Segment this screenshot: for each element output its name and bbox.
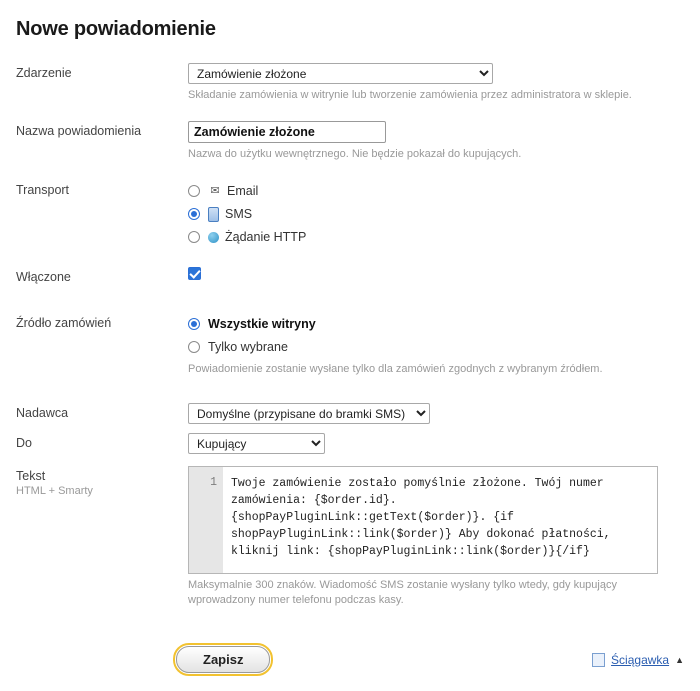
transport-email-label: Email [227,184,259,198]
text-hint: Maksymalnie 300 znaków. Wiadomość SMS zostanie wysłany tylko wtedy, gdy kupujący wprowadzony numer telefonu podczas kasy. [188,579,617,606]
text-field-col [188,466,684,608]
radio-all-sites[interactable] [188,318,200,330]
page-title: Nowe powiadomienie [16,18,216,40]
field-row-to [16,433,684,454]
source-option-all[interactable] [188,313,684,335]
transport-field-col [188,180,684,249]
field-row-event [16,63,684,103]
source-selected-label: Tylko wybrane [208,340,288,354]
name-label: Nazwa powiadomienia [16,124,142,138]
source-label: Źródło zamówień [16,316,112,330]
field-row-transport [16,180,684,249]
form-footer [16,646,684,673]
editor-line-numbers: 1 [189,467,223,573]
editor-content[interactable]: Twoje zamówienie zostało pomyślnie złożone. Twój numer zamówienia: {$order.id}. {shopPayPluginLink::getText($order)}. {if shopPayPluginLink::link($order)} Aby dokonać płatności, kliknij link: {shopPayPluginLink::link($order)}{/if} [231,477,618,558]
spacer-5 [16,377,684,403]
chevron-up-icon[interactable]: ▲ [675,654,684,665]
radio-selected-only[interactable] [188,341,200,353]
field-row-enabled [16,267,684,285]
cheatsheet-icon [592,653,605,667]
radio-http[interactable] [188,231,200,243]
notification-name-input[interactable] [188,121,386,143]
spacer-1 [16,103,684,121]
spacer-4 [16,285,684,313]
spacer-7 [16,454,684,466]
to-label: Do [16,436,32,450]
event-hint: Składanie zamówienia w witrynie lub tworzenie zamówienia przez administratora w sklepie. [188,89,632,101]
transport-sms-label: SMS [225,207,253,221]
enabled-label: Włączone [16,270,71,284]
event-field-col [188,63,684,103]
enabled-label-col [16,267,188,285]
recipient-select[interactable] [188,433,325,454]
spacer-2 [16,162,684,180]
transport-label: Transport [16,183,70,197]
radio-email[interactable] [188,185,200,197]
field-row-name [16,121,684,162]
source-all-label: Wszystkie witryny [208,317,316,331]
text-label-col [16,466,188,498]
cheatsheet-label[interactable]: Ściągawka [611,652,670,667]
spacer-6 [16,424,684,433]
http-icon [208,232,219,243]
source-hint: Powiadomienie zostanie wysłane tylko dla zamówień zgodnych z wybranym źródłem. [188,363,603,375]
sender-label: Nadawca [16,406,69,420]
name-hint: Nazwa do użytku wewnętrznego. Nie będzie pokazał do kupujących. [188,148,522,160]
transport-option-email[interactable] [188,180,684,202]
transport-option-sms[interactable] [188,203,684,225]
enabled-field-col [188,267,684,283]
sender-select[interactable] [188,403,430,424]
spacer-3 [16,249,684,267]
name-field-col [188,121,684,162]
sms-icon [208,207,219,222]
save-button[interactable]: Zapisz [176,646,270,673]
radio-sms[interactable] [188,208,200,220]
transport-label-col [16,180,188,198]
email-icon: ✉ [210,185,220,197]
to-label-col [16,433,188,451]
event-label: Zdarzenie [16,66,72,80]
to-field-col [188,433,684,454]
text-sub-label: HTML + Smarty [16,485,93,497]
enabled-checkbox[interactable] [188,267,201,280]
field-row-sender [16,403,684,424]
cheatsheet-toggle[interactable] [592,653,684,667]
sender-label-col [16,403,188,421]
field-row-text [16,466,684,608]
source-label-col [16,313,188,331]
text-label: Tekst [16,469,46,483]
text-code-editor[interactable] [188,466,658,574]
name-label-col [16,121,188,139]
event-select[interactable] [188,63,493,84]
field-row-source [16,313,684,377]
sender-field-col [188,403,684,424]
source-option-selected[interactable] [188,336,684,358]
transport-option-http[interactable] [188,226,684,248]
event-label-col [16,63,188,81]
source-field-col [188,313,684,377]
transport-http-label: Żądanie HTTP [225,230,307,244]
save-button-wrap [176,646,270,673]
